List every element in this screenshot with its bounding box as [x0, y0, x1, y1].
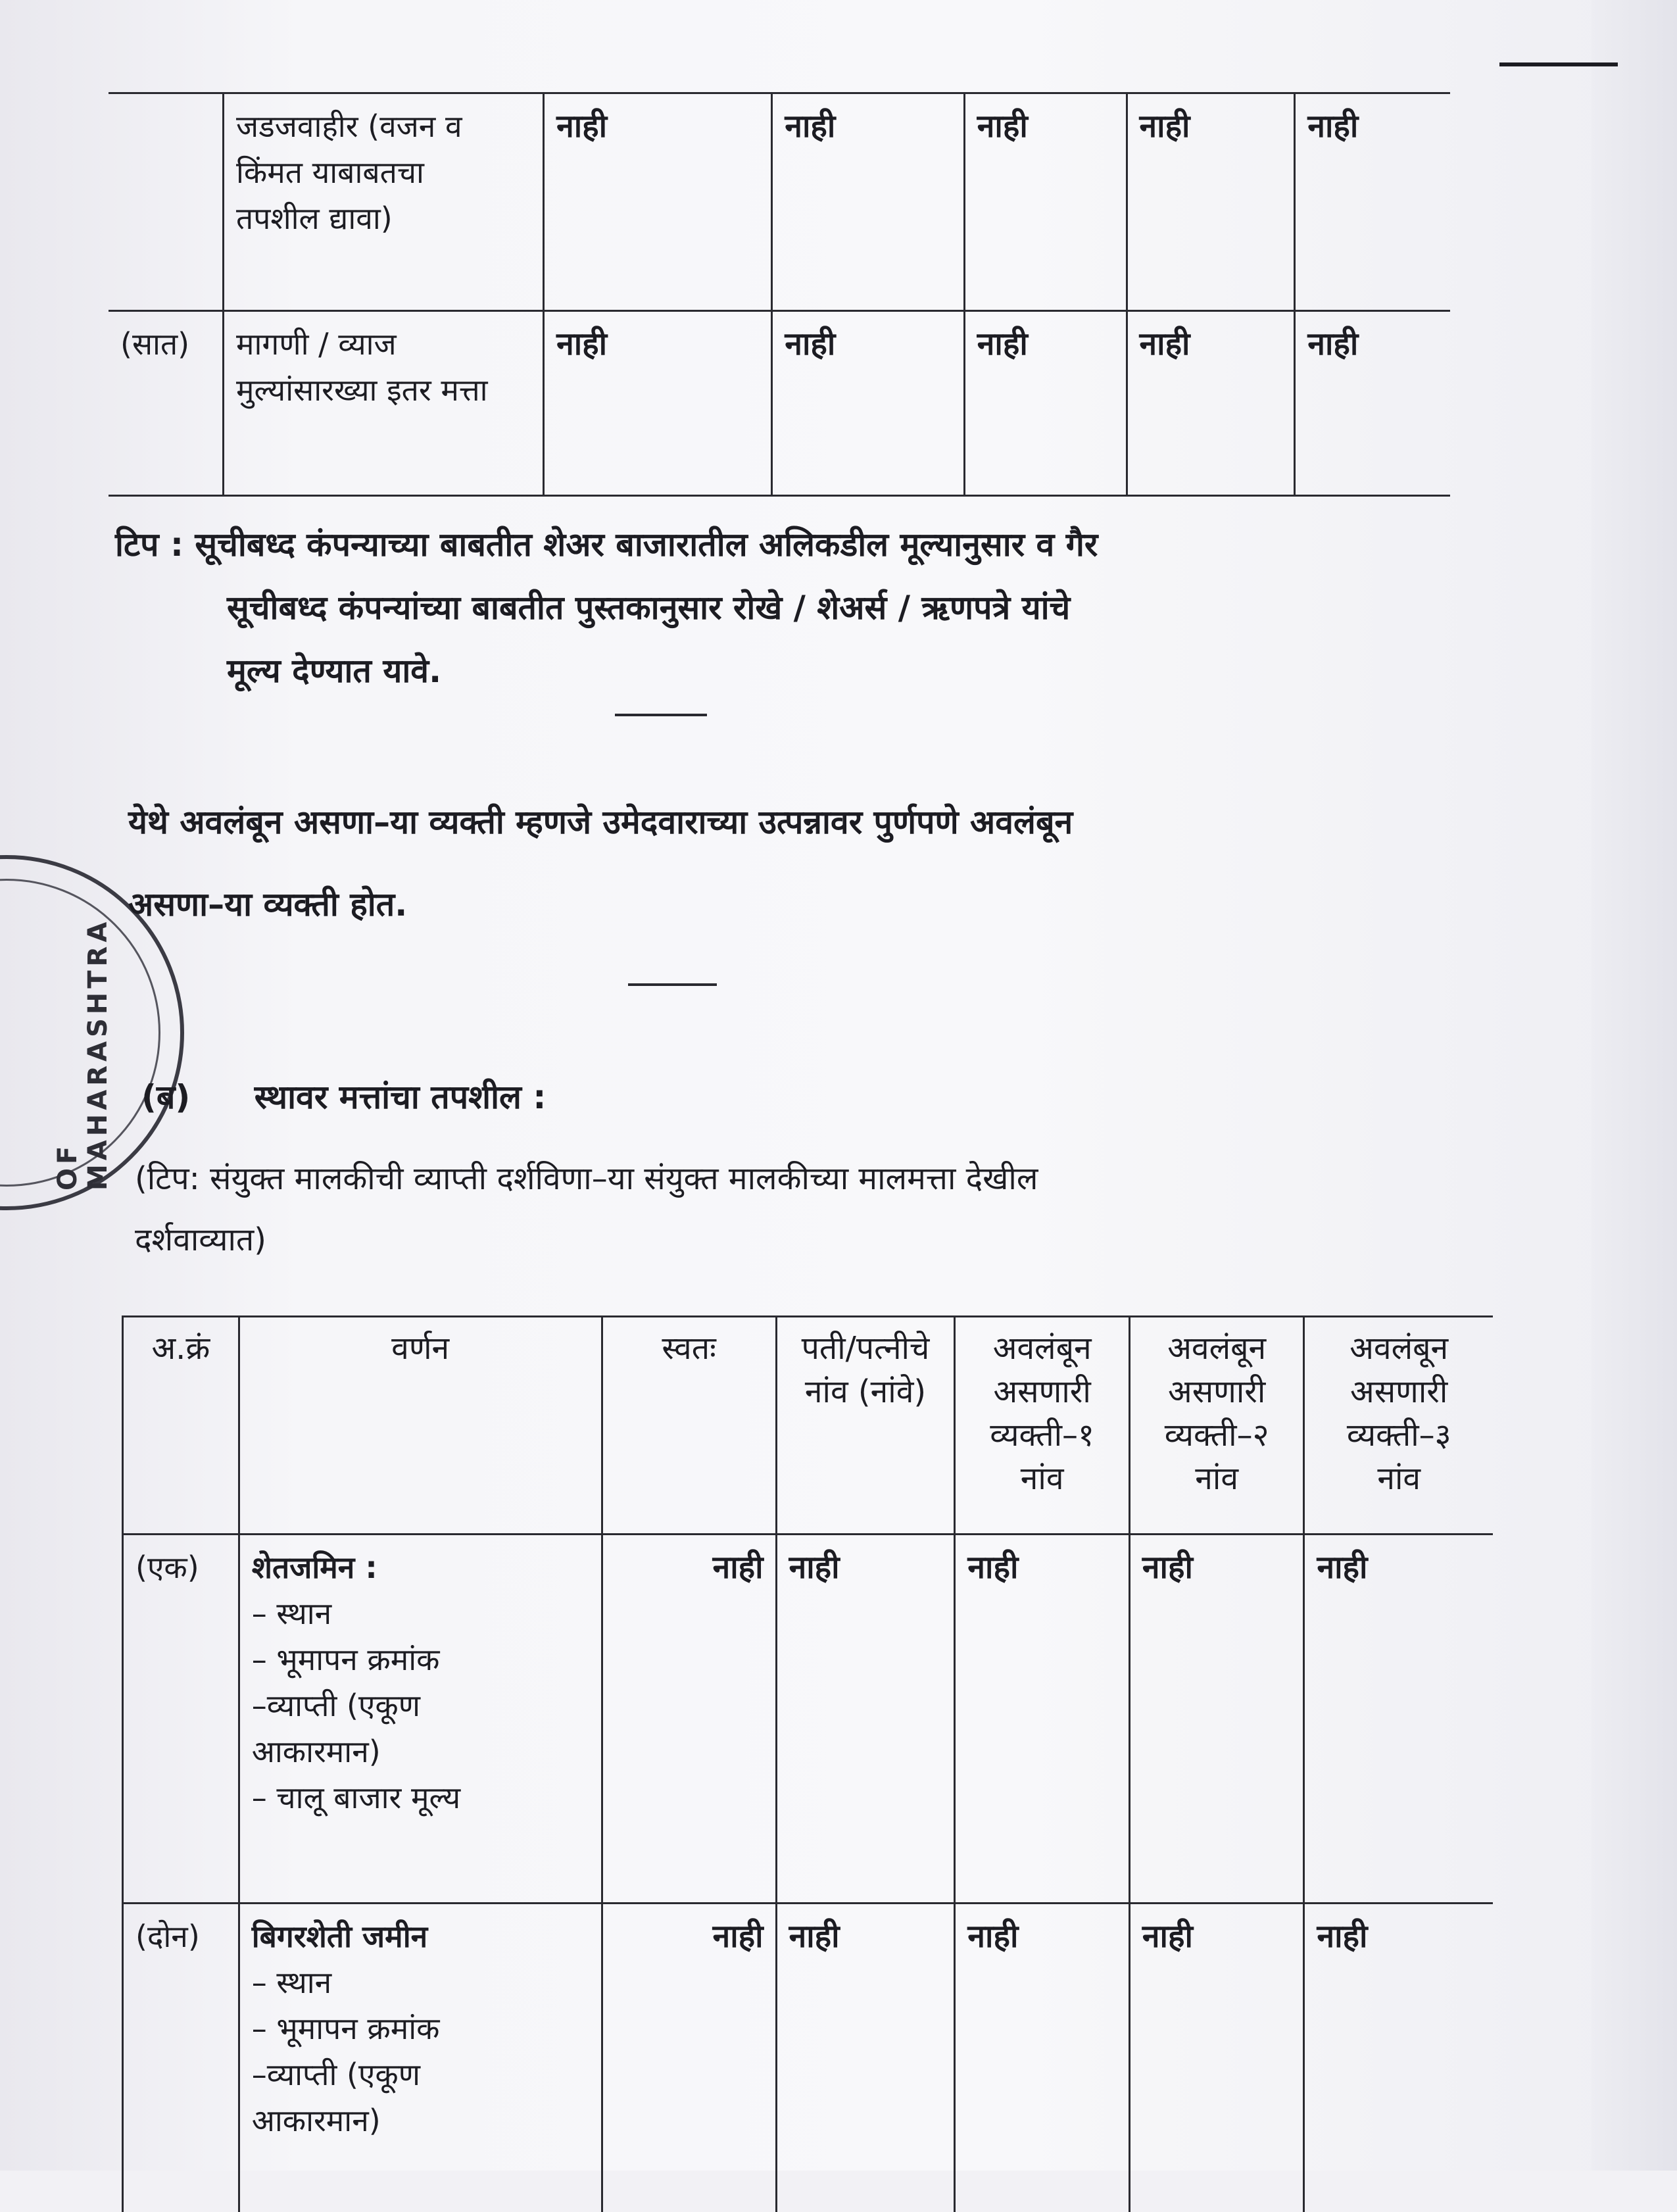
note-line: मूल्य देण्यात यावे. — [115, 639, 1286, 702]
note-line: सूचीबध्द कंपन्यांच्या बाबतीत पुस्तकानुसार रोखे / शेअर्स / ऋणपत्रे यांचे — [115, 576, 1286, 639]
header-text: व्यक्ती–३ — [1317, 1413, 1481, 1457]
value-cell: नाही — [772, 93, 964, 311]
valuation-note — [115, 513, 1286, 702]
value-cell: नाही — [602, 1904, 776, 2212]
header-text: वर्णन — [391, 1330, 449, 1367]
row-index: (एक) — [123, 1535, 239, 1904]
section-heading — [141, 1066, 546, 1129]
header-dependent-1 — [955, 1317, 1130, 1535]
value-cell: नाही — [776, 1535, 955, 1904]
value-cell: नाही — [964, 93, 1127, 311]
header-text: पती/पत्नीचे — [789, 1327, 942, 1370]
label-line: मागणी / व्याज — [236, 321, 531, 367]
header-dependent-3 — [1304, 1317, 1493, 1535]
header-text: नांव (नांवे) — [789, 1370, 942, 1413]
header-text: नांव — [1142, 1457, 1292, 1500]
seal-lettering: OF MAHARASHTRA — [53, 875, 132, 1191]
header-text: अवलंबून — [1142, 1327, 1292, 1370]
value-cell: नाही — [1295, 311, 1450, 496]
header-text: अवलंबून — [967, 1327, 1117, 1370]
dep-line: असणा–या व्यक्ती होत. — [128, 868, 1378, 941]
joint-ownership-tip — [135, 1144, 1332, 1266]
value-cell: नाही — [772, 311, 964, 496]
row-item: –व्याप्ती (एकूण — [252, 2052, 589, 2098]
row-item: आकारमान) — [252, 2098, 589, 2144]
row-title: बिगरशेती जमीन — [252, 1913, 589, 1959]
label-line: मुल्यांसारख्या इतर मत्ता — [236, 367, 531, 413]
header-row — [123, 1317, 1494, 1535]
table-row — [109, 311, 1450, 496]
movable-assets-table — [109, 92, 1450, 497]
section-marker: (ब) — [141, 1078, 190, 1116]
immovable-assets-table — [122, 1315, 1493, 2212]
header-text: नांव — [1317, 1457, 1481, 1500]
row-index: (दोन) — [123, 1904, 239, 2212]
label-line: किंमत याबाबतचा — [236, 149, 531, 195]
row-item: – स्थान — [252, 1590, 589, 1636]
row-label — [224, 311, 544, 496]
value-cell: नाही — [602, 1535, 776, 1904]
label-line: जडजवाहीर (वजन व — [236, 103, 531, 149]
header-spouse — [776, 1317, 955, 1535]
tip-line: (टिप: संयुक्त मालकीची व्याप्ती दर्शविणा–या संयुक्त मालकीच्या मालमत्ता देखील — [135, 1144, 1332, 1214]
separator-rule — [615, 714, 707, 716]
row-description — [239, 1535, 602, 1904]
header-text: असणारी — [967, 1370, 1117, 1413]
row-item: – स्थान — [252, 1959, 589, 2005]
row-item: – भूमापन क्रमांक — [252, 1636, 589, 1683]
tip-line: दर्शवाव्यात) — [135, 1214, 1332, 1266]
corner-dash-mark — [1499, 62, 1618, 66]
value-cell: नाही — [544, 311, 772, 496]
header-text: व्यक्ती–२ — [1142, 1413, 1292, 1457]
row-item: –व्याप्ती (एकूण — [252, 1683, 589, 1729]
value-cell: नाही — [1304, 1535, 1493, 1904]
row-title: शेतजमिन : — [252, 1544, 589, 1590]
header-serial — [123, 1317, 239, 1535]
header-text: स्वतः — [662, 1330, 716, 1367]
row-index — [109, 93, 224, 311]
value-cell: नाही — [1127, 93, 1295, 311]
header-self — [602, 1317, 776, 1535]
header-text: नांव — [967, 1457, 1117, 1500]
value-cell: नाही — [955, 1904, 1130, 2212]
value-cell: नाही — [776, 1904, 955, 2212]
row-item: आकारमान) — [252, 1729, 589, 1775]
header-description — [239, 1317, 602, 1535]
value-cell: नाही — [1129, 1535, 1304, 1904]
value-cell: नाही — [955, 1535, 1130, 1904]
value-cell: नाही — [1304, 1904, 1493, 2212]
header-text: अवलंबून — [1317, 1327, 1481, 1370]
value-cell: नाही — [544, 93, 772, 311]
header-text: असणारी — [1317, 1370, 1481, 1413]
separator-rule — [628, 983, 717, 986]
row-item: – चालू बाजार मूल्य — [252, 1775, 589, 1821]
header-text: व्यक्ती–१ — [967, 1413, 1117, 1457]
label-line: तपशील द्यावा) — [236, 195, 531, 241]
table-row — [123, 1535, 1494, 1904]
dep-line: येथे अवलंबून असणा–या व्यक्ती म्हणजे उमेदवाराच्या उत्पन्नावर पुर्णपणे अवलंबून — [128, 776, 1378, 868]
header-dependent-2 — [1129, 1317, 1304, 1535]
dependents-definition — [128, 776, 1378, 941]
value-cell: नाही — [1127, 311, 1295, 496]
row-description — [239, 1904, 602, 2212]
header-text: असणारी — [1142, 1370, 1292, 1413]
value-cell: नाही — [964, 311, 1127, 496]
underlying-page-edge — [1592, 0, 1677, 2171]
table-row — [123, 1904, 1494, 2212]
row-item: – भूमापन क्रमांक — [252, 2005, 589, 2052]
header-text: अ.क्रं — [151, 1330, 210, 1367]
value-cell: नाही — [1129, 1904, 1304, 2212]
section-title: स्थावर मत्तांचा तपशील : — [202, 1078, 547, 1116]
value-cell: नाही — [1295, 93, 1450, 311]
table-row — [109, 93, 1450, 311]
row-index: (सात) — [109, 311, 224, 496]
row-label — [224, 93, 544, 311]
note-line: टिप : सूचीबध्द कंपन्याच्या बाबतीत शेअर बाजारातील अलिकडील मूल्यानुसार व गैर — [115, 513, 1286, 576]
